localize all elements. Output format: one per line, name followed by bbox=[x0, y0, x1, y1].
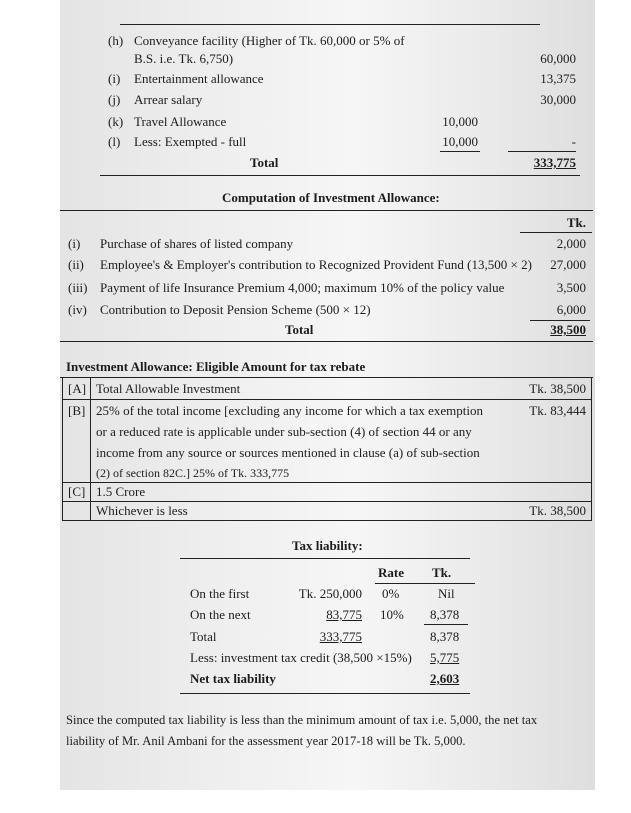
top-total-label: Total bbox=[250, 155, 279, 170]
row-k-text: Travel Allowance bbox=[134, 114, 227, 129]
inv-item-iii-label: (iii) bbox=[68, 280, 88, 295]
tax-row-net-tk: 2,603 bbox=[430, 671, 460, 686]
row-l-text: Less: Exempted - full bbox=[134, 134, 247, 149]
eligible-a-value: Tk. 38,500 bbox=[529, 381, 586, 396]
tax-row-next-amount: 83,775 bbox=[326, 607, 362, 622]
tax-row-next-tk: 8,378 bbox=[430, 607, 460, 622]
inv-sum-rule bbox=[530, 320, 590, 321]
tax-row-credit-tk: 5,775 bbox=[430, 650, 460, 665]
row-h-text: Conveyance facility (Higher of Tk. 60,000 or 5% of bbox=[134, 33, 405, 48]
row-i-label: (i) bbox=[108, 71, 121, 86]
inv-item-iv-text: Contribution to Deposit Pension Scheme (500 × 12) bbox=[100, 302, 371, 317]
eligible-b-value: Tk. 83,444 bbox=[529, 403, 586, 418]
eligible-box-bottom bbox=[62, 520, 592, 521]
tax-row-first-amount: Tk. 250,000 bbox=[298, 586, 362, 601]
row-j-text: Arrear salary bbox=[134, 92, 203, 107]
tax-tk-header: Tk. bbox=[432, 565, 452, 580]
eligible-c-text: 1.5 Crore bbox=[96, 484, 146, 499]
document-page bbox=[60, 0, 595, 790]
tax-row-first-label: On the first bbox=[190, 586, 250, 601]
tax-row-total-label: Total bbox=[190, 629, 217, 644]
conclusion-line-1: Since the computed tax liability is less than the minimum amount of tax i.e. 5,000, the net tax bbox=[66, 713, 538, 727]
whichever-value: Tk. 38,500 bbox=[529, 503, 586, 518]
row-k-label: (k) bbox=[108, 114, 124, 129]
inv-item-ii-value: 27,000 bbox=[550, 257, 586, 272]
tax-liability-title: Tax liability: bbox=[292, 538, 363, 553]
row-h2-value: 60,000 bbox=[540, 51, 576, 66]
inv-item-i-text: Purchase of shares of listed company bbox=[100, 236, 294, 251]
currency-underline bbox=[520, 232, 592, 233]
eligible-c-label: [C] bbox=[68, 484, 86, 499]
inv-item-i-value: 2,000 bbox=[556, 236, 586, 251]
investment-bottom-rule bbox=[60, 341, 593, 342]
tax-header-rule bbox=[375, 583, 475, 584]
tax-row-first-rate: 0% bbox=[382, 586, 400, 601]
eligible-b-line2: or a reduced rate is applicable under sub-section (4) of section 44 or any bbox=[96, 424, 472, 439]
inv-total-value: 38,500 bbox=[550, 322, 586, 337]
row-h-label: (h) bbox=[108, 33, 124, 48]
row-l-label: (l) bbox=[108, 134, 121, 149]
row-k-col1: 10,000 bbox=[442, 114, 478, 129]
col2-underline bbox=[508, 151, 576, 152]
tax-row-total-tk: 8,378 bbox=[430, 629, 460, 644]
inv-item-i-label: (i) bbox=[68, 236, 81, 251]
top-rule bbox=[120, 24, 540, 25]
row-j-value: 30,000 bbox=[540, 92, 576, 107]
inv-item-ii-label: (ii) bbox=[68, 257, 84, 272]
row-h2-text: B.S. i.e. Tk. 6,750) bbox=[134, 51, 234, 66]
eligible-box-top bbox=[60, 377, 593, 378]
tax-row-first-tk: Nil bbox=[438, 586, 455, 601]
eligible-b-line1: 25% of the total income [excluding any income for which a tax exemption bbox=[96, 403, 483, 418]
top-section-bottom-rule bbox=[100, 175, 580, 176]
row-l-col1: 10,000 bbox=[442, 134, 478, 149]
tax-row-credit-label: Less: investment tax credit (38,500 ×15%) bbox=[190, 650, 412, 665]
tax-row-total-amount: 333,775 bbox=[319, 629, 362, 644]
tax-row-next-rate: 10% bbox=[380, 607, 404, 622]
top-total-value: 333,775 bbox=[533, 155, 576, 170]
eligible-row-a-rule bbox=[62, 399, 592, 400]
eligible-a-text: Total Allowable Investment bbox=[96, 381, 241, 396]
tax-rate-header: Rate bbox=[378, 565, 404, 580]
inv-item-iv-label: (iv) bbox=[68, 302, 87, 317]
inv-item-ii-text: Employee's & Employer's contribution to Recognized Provident Fund (13,500 × 2) bbox=[100, 257, 532, 272]
whichever-text: Whichever is less bbox=[96, 503, 188, 518]
eligible-row-c-rule bbox=[62, 501, 592, 502]
eligible-b-label: [B] bbox=[68, 403, 86, 418]
row-i-text: Entertainment allowance bbox=[134, 71, 264, 86]
investment-title-rule bbox=[60, 210, 593, 211]
eligible-b-line3: income from any source or sources mentioned in clause (a) of sub-section bbox=[96, 445, 480, 460]
row-j-label: (j) bbox=[108, 92, 121, 107]
row-i-value: 13,375 bbox=[540, 71, 576, 86]
eligible-a-label: [A] bbox=[68, 381, 87, 396]
tax-bottom-rule bbox=[180, 693, 470, 694]
tax-row-next-label: On the next bbox=[190, 607, 251, 622]
conclusion-line-2: liability of Mr. Anil Ambani for the assessment year 2017-18 will be Tk. 5,000. bbox=[66, 734, 466, 748]
eligible-row-b-rule bbox=[62, 482, 592, 483]
eligible-title: Investment Allowance: Eligible Amount for tax rebate bbox=[66, 359, 366, 374]
tax-row-net-label: Net tax liability bbox=[190, 671, 276, 686]
inv-total-label: Total bbox=[285, 322, 314, 337]
investment-allowance-title: Computation of Investment Allowance: bbox=[222, 190, 440, 205]
investment-currency-header: Tk. bbox=[566, 215, 586, 230]
row-l-underline bbox=[440, 151, 480, 152]
row-l-col2: - bbox=[571, 134, 576, 149]
tax-next-rule bbox=[424, 624, 468, 625]
eligible-b-line4: (2) of section 82C.] 25% of Tk. 333,775 bbox=[96, 466, 290, 480]
inv-item-iv-value: 6,000 bbox=[556, 302, 586, 317]
inv-item-iii-text: Payment of life Insurance Premium 4,000; maximum 10% of the policy value bbox=[100, 280, 505, 295]
tax-top-rule bbox=[180, 558, 470, 559]
inv-item-iii-value: 3,500 bbox=[556, 280, 586, 295]
